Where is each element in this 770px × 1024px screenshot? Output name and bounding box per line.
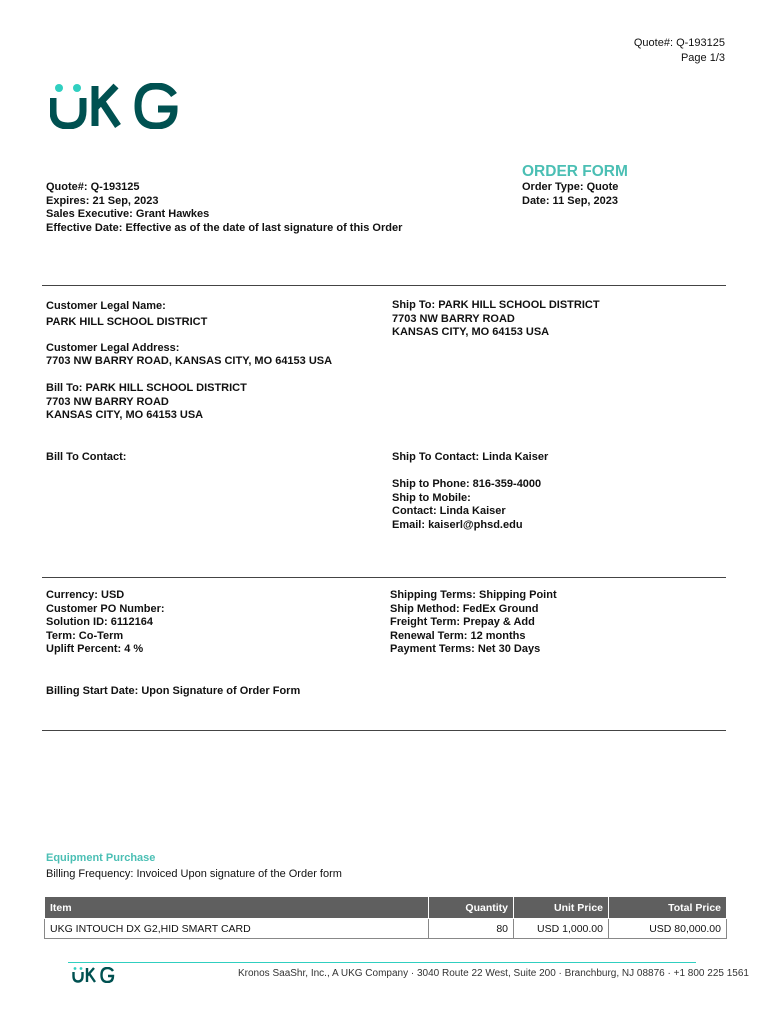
page-header (634, 36, 725, 66)
order-form-title: ORDER FORM (522, 163, 628, 180)
header-quote-ref: Quote#: Q-193125 (633, 37, 725, 49)
billing-frequency: Billing Frequency: Invoiced Upon signature of the Order form (46, 868, 342, 880)
billing-start-date: Billing Start Date: Upon Signature of Order Form (46, 685, 301, 697)
customer-legal-address: 7703 NW BARRY ROAD, KANSAS CITY, MO 64153 USA (46, 355, 333, 367)
divider-2 (42, 577, 726, 578)
col-quantity: Quantity (429, 897, 514, 919)
page-number: Page 1/3 (680, 52, 725, 64)
col-unit-price: Unit Price (514, 897, 609, 919)
bill-to (46, 382, 247, 423)
footer-rule (68, 962, 696, 963)
solution-id: Solution ID: 6112164 (46, 616, 153, 628)
equipment-heading: Equipment Purchase (46, 852, 156, 864)
shipping-terms: Shipping Terms: Shipping Point (390, 589, 557, 601)
uplift-percent: Uplift Percent: 4 % (46, 643, 144, 655)
footer-company-info: Kronos SaaShr, Inc., A UKG Company · 3040 Route 22 West, Suite 200 · Branchburg, NJ 08876 · +1 800 225 1561 (238, 968, 749, 979)
ship-email: Email: kaiserl@phsd.edu (392, 518, 523, 531)
bill-to-street: 7703 NW BARRY ROAD (46, 395, 169, 408)
currency: Currency: USD (46, 589, 125, 601)
ship-to-contact: Ship To Contact: Linda Kaiser (392, 451, 549, 463)
divider-1 (42, 285, 726, 286)
order-type: Order Type: Quote (522, 181, 619, 193)
bill-to-city: KANSAS CITY, MO 64153 USA (46, 409, 204, 421)
renewal-term: Renewal Term: 12 months (390, 629, 526, 642)
order-info (522, 181, 618, 208)
ship-phone: Ship to Phone: 816-359-4000 (392, 478, 542, 490)
customer-legal-name-label: Customer Legal Name: (46, 300, 166, 312)
cell-unit-price: USD 1,000.00 (514, 919, 609, 939)
cell-quantity: 80 (429, 919, 514, 939)
table-header-row (45, 897, 727, 919)
customer-po-number: Customer PO Number: (46, 602, 165, 615)
bill-to-contact: Bill To Contact: (46, 451, 127, 463)
customer-legal-address-label: Customer Legal Address: (46, 342, 180, 354)
ship-mobile: Ship to Mobile: (392, 491, 471, 504)
quote-info (46, 181, 402, 235)
table-row (45, 919, 727, 939)
order-date: Date: 11 Sep, 2023 (522, 194, 619, 207)
ship-contact: Contact: Linda Kaiser (392, 505, 506, 517)
terms-left (46, 589, 165, 657)
ship-details (392, 478, 541, 532)
freight-term: Freight Term: Prepay & Add (390, 616, 535, 628)
sales-executive: Sales Executive: Grant Hawkes (46, 208, 210, 220)
divider-3 (42, 730, 726, 731)
equipment-table (44, 896, 727, 939)
ship-to (392, 299, 600, 340)
ship-method: Ship Method: FedEx Ground (390, 602, 539, 615)
term: Term: Co-Term (46, 629, 124, 642)
effective-date: Effective Date: Effective as of the date of last signature of this Order (46, 221, 403, 234)
quote-expires: Expires: 21 Sep, 2023 (46, 194, 159, 207)
quote-number: Quote#: Q-193125 (46, 181, 140, 193)
customer-legal-name: PARK HILL SCHOOL DISTRICT (46, 316, 208, 328)
col-item: Item (45, 897, 429, 919)
payment-terms: Payment Terms: Net 30 Days (390, 643, 541, 655)
ship-to-street: 7703 NW BARRY ROAD (392, 312, 515, 325)
terms-right (390, 589, 557, 657)
ship-to-name: Ship To: PARK HILL SCHOOL DISTRICT (392, 299, 600, 311)
col-total-price: Total Price (609, 897, 727, 919)
footer-ukg-logo (72, 967, 116, 983)
cell-total-price: USD 80,000.00 (609, 919, 727, 939)
ukg-logo (50, 83, 180, 129)
ship-to-city: KANSAS CITY, MO 64153 USA (392, 326, 550, 338)
bill-to-name: Bill To: PARK HILL SCHOOL DISTRICT (46, 382, 247, 394)
cell-item: UKG INTOUCH DX G2,HID SMART CARD (45, 919, 429, 939)
